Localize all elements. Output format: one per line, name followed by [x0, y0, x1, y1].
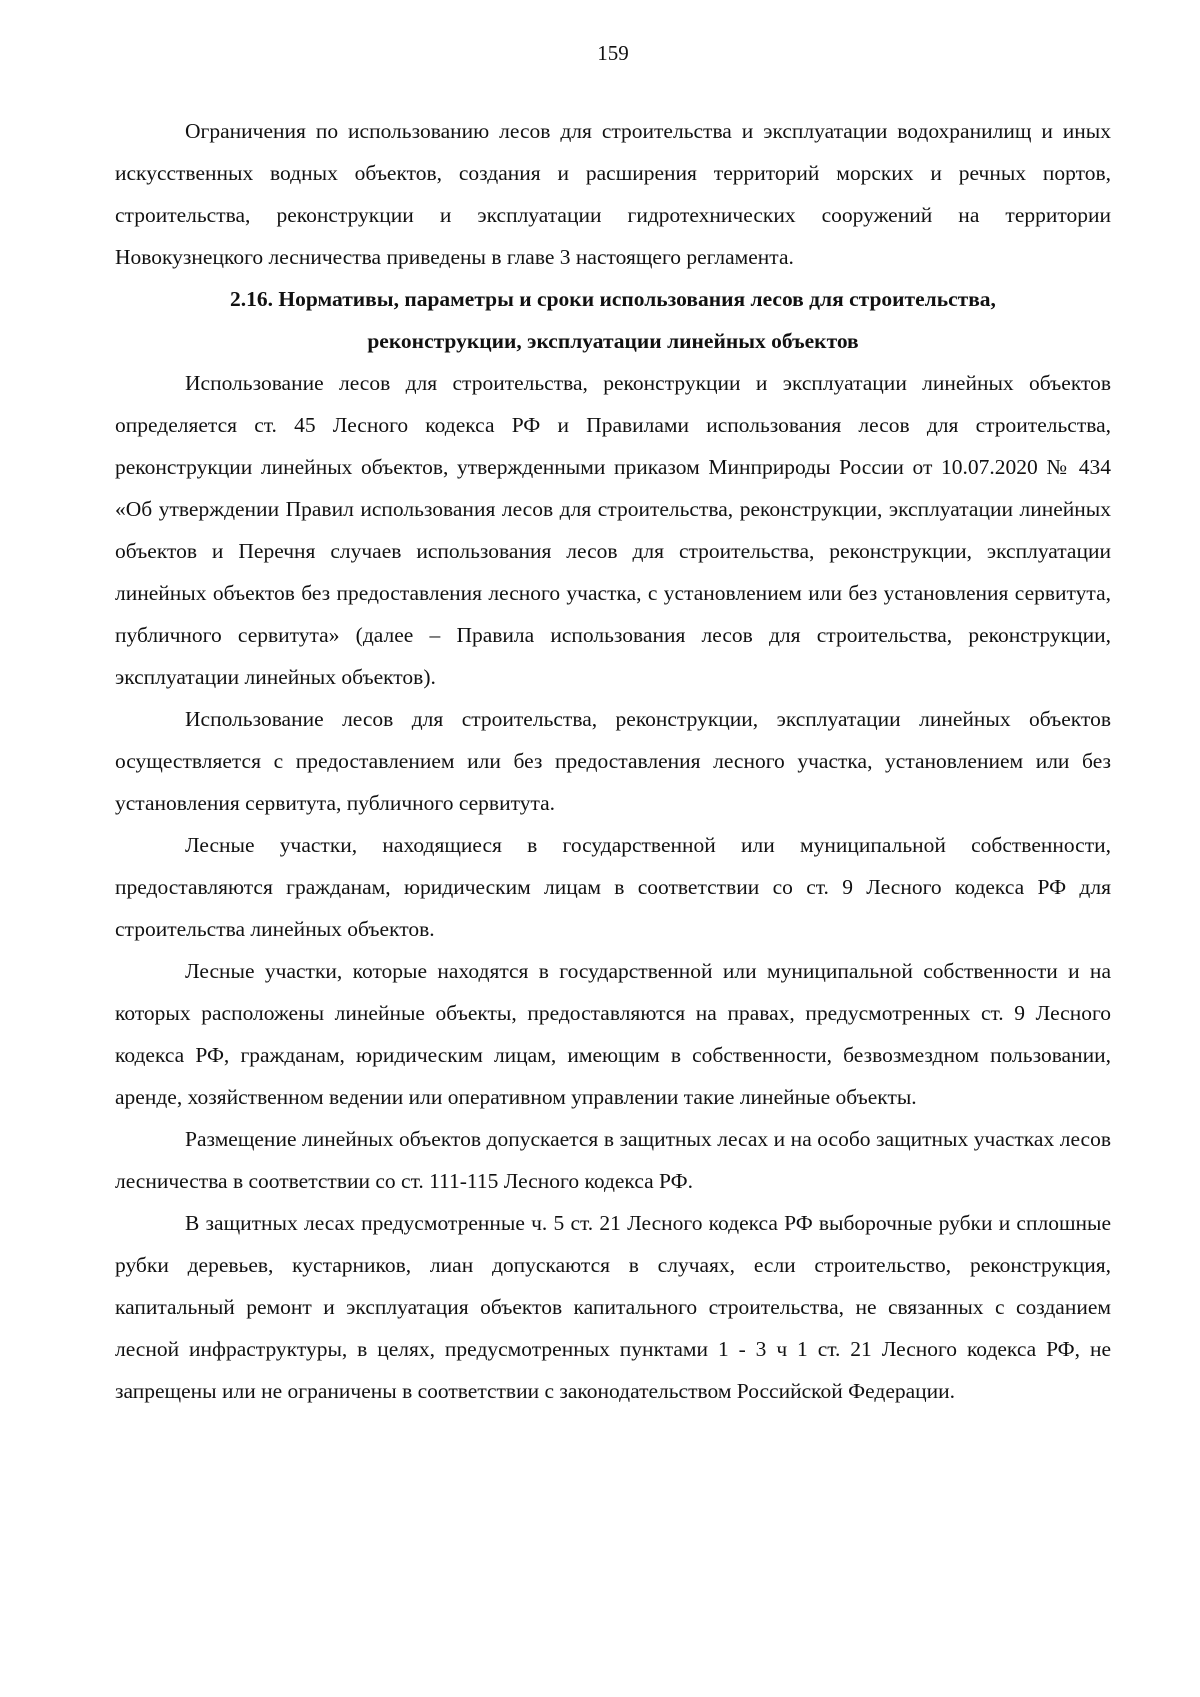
paragraph-2: Использование лесов для строительства, реконструкции, эксплуатации линейных объектов осуществляется с предоставлением или без предоставления лесного участка, установлением или без установления сервитута, публичного сервитута. — [115, 707, 1111, 815]
page-number: 159 — [597, 41, 629, 65]
paragraph-restrictions: Ограничения по использованию лесов для строительства и эксплуатации водохранилищ и иных искусственных водных объектов, создания и расширения территорий морских и речных портов, строительства, реконструкции и эксплуатации гидротехнических сооружений на территории Новокузнецкого лесничества приведены в главе 3 настоящего регламента. — [115, 119, 1111, 269]
paragraph-6: В защитных лесах предусмотренные ч. 5 ст. 21 Лесного кодекса РФ выборочные рубки и сплошные рубки деревьев, кустарников, лиан допускаются в случаях, если строительство, реконструкция, капитальный ремонт и эксплуатация объектов капитального строительства, не связанных с созданием лесной инфраструктуры, в целях, предусмотренных пунктами 1 - 3 ч 1 ст. 21 Лесного кодекса РФ, не запрещены или не ограничены в соответствии с законодательством Российской Федерации. — [115, 1211, 1111, 1403]
section-heading — [115, 278, 1111, 362]
paragraph-5: Размещение линейных объектов допускается в защитных лесах и на особо защитных участках лесов лесничества в соответствии со ст. 111-115 Лесного кодекса РФ. — [115, 1127, 1111, 1193]
section-heading-line-1: 2.16. Нормативы, параметры и сроки использования лесов для строительства, — [230, 287, 996, 311]
paragraph-4: Лесные участки, которые находятся в государственной или муниципальной собственности и на которых расположены линейные объекты, предоставляются на правах, предусмотренных ст. 9 Лесного кодекса РФ, гражданам, юридическим лицам, имеющим в собственности, безвозмездном пользовании, аренде, хозяйственном ведении или оперативном управлении такие линейные объекты. — [115, 959, 1111, 1109]
paragraph-3: Лесные участки, находящиеся в государственной или муниципальной собственности, предоставляются гражданам, юридическим лицам в соответствии со ст. 9 Лесного кодекса РФ для строительства линейных объектов. — [115, 833, 1111, 941]
document-body — [115, 110, 1111, 1412]
section-heading-line-2: реконструкции, эксплуатации линейных объектов — [367, 329, 859, 353]
paragraph-1: Использование лесов для строительства, реконструкции и эксплуатации линейных объектов определяется ст. 45 Лесного кодекса РФ и Правилами использования лесов для строительства, реконструкции линейных объектов, утвержденными приказом Минприроды России от 10.07.2020 № 434 «Об утверждении Правил использования лесов для строительства, реконструкции, эксплуатации линейных объектов и Перечня случаев использования лесов для строительства, реконструкции, эксплуатации линейных объектов без предоставления лесного участка, с установлением или без установления сервитута, публичного сервитута» (далее – Правила использования лесов для строительства, реконструкции, эксплуатации линейных объектов). — [115, 371, 1111, 689]
